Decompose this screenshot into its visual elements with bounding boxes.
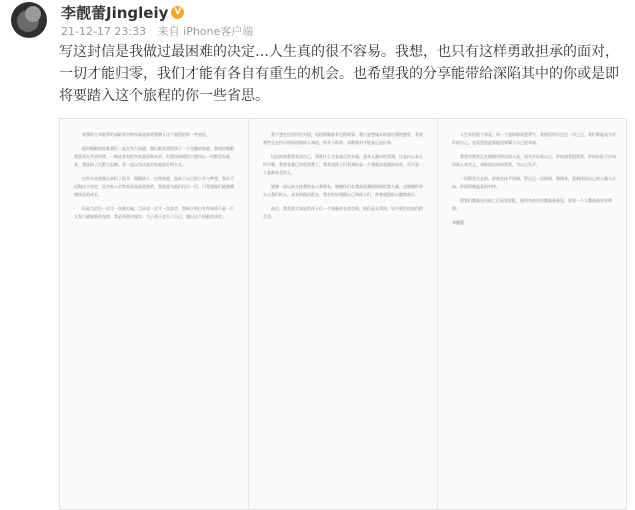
- letter-paragraph: 面对婚姻的困难我们一直在努力沟通，我们都希望给孩子一个完整的家庭，我相信婚姻需要双方共同经营，一路走来有很多的委屈和辛苦，但我始终相信只要用心一切都会好起来，我选择了沉默与忍耐，也一直以为这是对家庭最好的方式。: [74, 146, 234, 167]
- letter-image[interactable]: [59, 118, 627, 510]
- letter-paragraph: 愿我们都能在风雨之后看见彩虹，愿所有的付出都能被看见，愿每一个人都能被好好珍惜。: [452, 198, 612, 211]
- letter-paragraph: 感谢一直以来支持我的家人和朋友，谢谢你们在我最低潮的时候给我力量，也谢谢所有关心我们的人，未来的路还很长，我会好好照顾自己和孩子们，带着感恩的心继续前行。: [263, 184, 423, 197]
- letter-paragraph: 这些年来我独自承担了很多，照顾孩子、打理家庭，放弃了自己的工作与梦想，我从不后悔这个决定，因为家人对我来说是最重要的，我愿意为他们付出一切，只希望他们能够健康快乐的成长。: [74, 176, 234, 197]
- letter-paragraph: 最后，我希望大家能给孩子们一个安静成长的空间，他们是无辜的，请不要打扰他们的生活。: [263, 206, 423, 219]
- avatar[interactable]: [11, 2, 47, 38]
- username[interactable]: [61, 2, 184, 23]
- post-header: [0, 0, 635, 40]
- verified-badge-icon: V: [171, 6, 184, 19]
- post-source: 来自 iPhone客户端: [157, 25, 254, 38]
- post-timestamp[interactable]: 21-12-17 23:33: [61, 25, 147, 38]
- avatar-shape-highlight: [25, 6, 41, 22]
- post-text: 写这封信是我做过最困难的决定…人生真的很不容易。我想，也只有这样勇敢担承的面对，一切才能归零，我们才能有各自有重生的机会。也希望我的分享能带给深陷其中的你或是即将要踏入这个旅程的你一些省思。: [59, 44, 619, 104]
- username-text[interactable]: 李靓蕾Jingleiy: [61, 4, 169, 22]
- letter-paragraph: 但是当信任一次又一次被打破，当承诺一次又一次落空，我终于明白有些事情不是一个人努力就能够改变的，我必须面对现实，为了孩子也为了自己，做出这个困难的决定。: [74, 206, 234, 219]
- letter-page-1: [60, 119, 249, 509]
- letter-paragraph: 我想对那些正在婚姻中挣扎的人说，请先好好爱自己，你的感受很重要，你的价值不应该由别人来定义，勇敢说出你的需要，为自己发声。: [452, 154, 616, 167]
- letter-signature: 李靓蕾: [452, 220, 464, 225]
- letter-paragraph: 一切都会过去的，时间会抚平伤痛，给自己一点时间，慢慢来，重新找回自己的力量与方向，你值得被温柔的对待。: [452, 176, 616, 189]
- letter-paragraph: 这段时间我常常问自己，到底什么才是真正的幸福，是外人眼中的美满，还是内心真正的平静，我想答案已经很清楚了，我希望孩子们看到的是一个勇敢而坚强的母亲，而不是一个委曲求全的人。: [263, 154, 423, 175]
- letter-page-2: [249, 119, 438, 509]
- post-meta: [61, 23, 261, 39]
- letter-page-3: [438, 119, 627, 509]
- letter-paragraph: 人生真的很不容易，每一个选择都需要勇气，我相信经历过这一切之后，我们都能成为更好的自己，也希望彼此都能找到属于自己的幸福。: [452, 132, 616, 145]
- letter-paragraph: 望我的分享能带给深陷其中的你或是即将要踏入这个旅程的你一些省思。: [82, 132, 210, 137]
- letter-paragraph: 我不想在这里评论对错，每段婚姻都有它的故事，我只是想诚实的说出我的感受，希望那些正在经历相同困境的人知道，你并不孤单，勇敢面对才能真正走出来。: [263, 132, 423, 145]
